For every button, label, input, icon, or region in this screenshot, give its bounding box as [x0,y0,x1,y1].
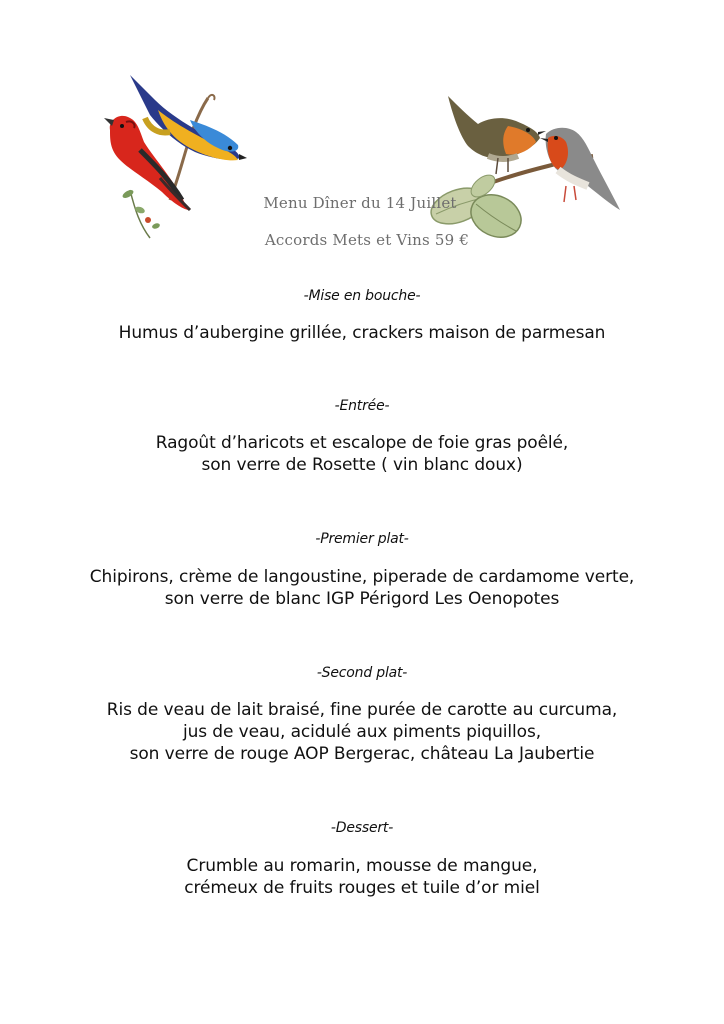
course-dish-premier-plat [0,566,724,610]
dish-line: Chipirons, crème de langoustine, piperade de cardamome verte, [89,567,635,587]
dish-line: Crumble au romarin, mousse de mangue, [186,856,538,876]
dish-line: son verre de rouge AOP Bergerac, château La Jaubertie [129,744,595,764]
course-heading-dessert: -Dessert- [330,820,394,836]
course-dish-second-plat [0,699,724,765]
menu-title: Menu Dîner du 14 Juillet [263,194,457,212]
course-heading-premier-plat: -Premier plat- [315,531,409,547]
course-dish-entree [0,432,724,476]
robin-birds-illustration [428,86,624,251]
menu-subtitle: Accords Mets et Vins 59 € [264,231,470,249]
course-heading-second-plat: -Second plat- [316,665,408,681]
dish-line: Ris de veau de lait braisé, fine purée de carotte au curcuma, [106,700,618,720]
dish-line: jus de veau, acidulé aux piments piquillos, [182,722,542,742]
course-heading-amuse-bouche: -Mise en bouche- [303,288,421,304]
course-dish-dessert [0,855,724,899]
dish-line: crémeux de fruits rouges et tuile d’or miel [184,878,540,898]
dish-line: Humus d’aubergine grillée, crackers maison de parmesan [118,323,606,343]
course-heading-entree: -Entrée- [334,398,390,414]
dish-line: son verre de Rosette ( vin blanc doux) [201,455,523,475]
tanager-birds-illustration [100,70,250,240]
dish-line: Ragoût d’haricots et escalope de foie gras poêlé, [155,433,569,453]
dish-line: son verre de blanc IGP Périgord Les Oenopotes [164,589,560,609]
course-dish-amuse-bouche [0,322,724,344]
